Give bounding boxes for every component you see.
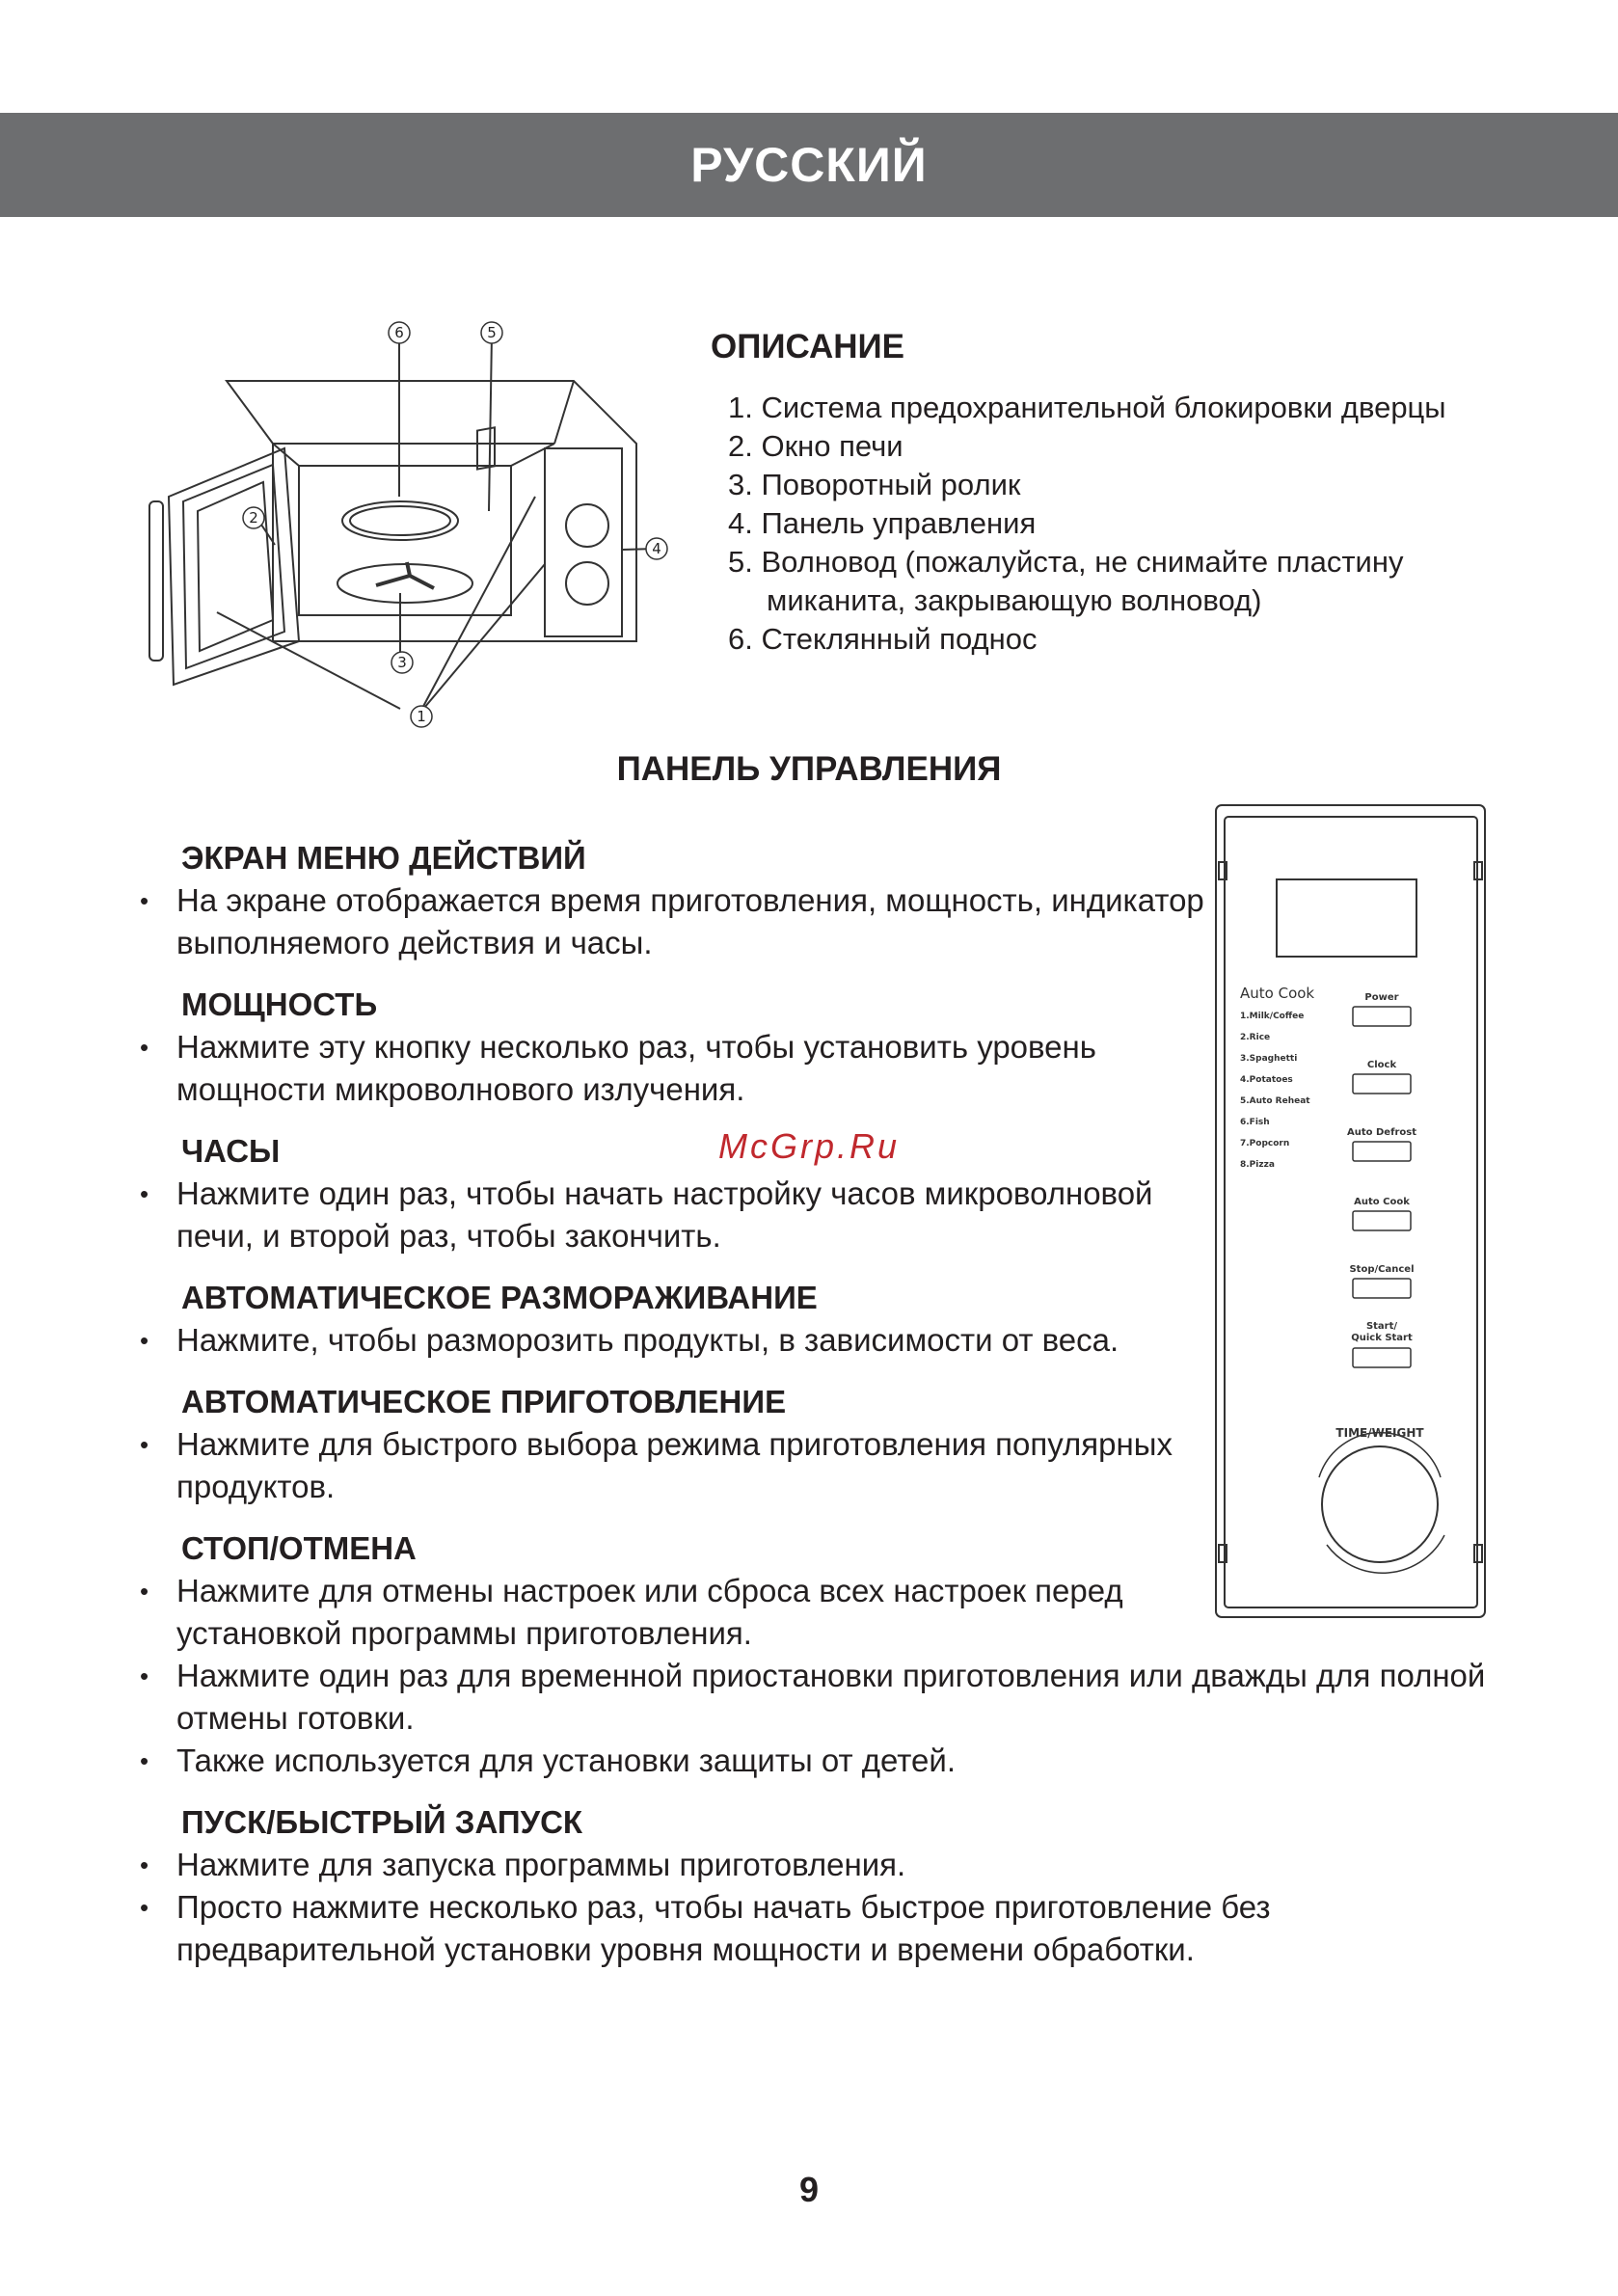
- bullet-icon: •: [140, 1179, 149, 1208]
- power-label: Power: [1364, 992, 1399, 1003]
- auto-cook-button: [1353, 1211, 1411, 1230]
- bullet-item: • Нажмите один раз для временной приостановки приготовления или дважды для полной отмены готовки.: [140, 1655, 1509, 1740]
- bullet-item: • Нажмите для быстрого выбора режима приготовления популярных продуктов.: [140, 1423, 1218, 1508]
- section-title: СТОП/ОТМЕНА: [181, 1530, 417, 1566]
- dial-lower: [566, 562, 608, 605]
- description-item: 2. Окно печи: [728, 429, 903, 463]
- callout-4-label: 4: [652, 540, 661, 557]
- section-title: ЭКРАН МЕНЮ ДЕЙСТВИЙ: [181, 840, 586, 876]
- language-banner: [0, 113, 1618, 217]
- time-weight-knob: [1322, 1446, 1438, 1562]
- bullet-item: • Нажмите один раз, чтобы начать настройку часов микроволновой печи, и второй раз, чтобы закончить.: [140, 1173, 1218, 1257]
- bullet-item: • Нажмите для запуска программы приготовления.: [140, 1844, 1509, 1886]
- menu-item: 6.Fish: [1240, 1118, 1270, 1127]
- display-screen: [1277, 879, 1416, 957]
- bullet-icon: •: [140, 1661, 149, 1690]
- auto-defrost-button: [1353, 1142, 1411, 1161]
- bullet-icon: •: [140, 886, 149, 915]
- section-title: ЧАСЫ: [181, 1133, 281, 1169]
- bullet-icon: •: [140, 1746, 149, 1775]
- bullet-icon: •: [140, 1577, 149, 1606]
- section-title: ПУСК/БЫСТРЫЙ ЗАПУСК: [181, 1804, 583, 1840]
- page-number: 9: [798, 2170, 820, 2209]
- menu-item: 2.Rice: [1240, 1033, 1271, 1042]
- bullet-item: • Нажмите эту кнопку несколько раз, чтобы установить уровень мощности микроволнового излучения.: [140, 1026, 1218, 1111]
- section-title: АВТОМАТИЧЕСКОЕ РАЗМОРАЖИВАНИЕ: [181, 1280, 818, 1315]
- bullet-item: • Просто нажмите несколько раз, чтобы начать быстрое приготовление без предварительной установки уровня мощности и времени обработки.: [140, 1886, 1509, 1971]
- menu-item: 1.Milk/Coffee: [1240, 1012, 1305, 1021]
- panel-outer: [1216, 805, 1485, 1617]
- start-button: [1353, 1348, 1411, 1367]
- callout-2-label: 2: [249, 509, 258, 527]
- description-item: 4. Панель управления: [728, 506, 1037, 540]
- microwave-diagram: [130, 313, 680, 738]
- callout-1-label: 1: [417, 708, 426, 725]
- clock-label: Clock: [1366, 1060, 1397, 1070]
- section-title: МОЩНОСТЬ: [181, 986, 378, 1022]
- description-item: 5. Волновод (пожалуйста, не снимайте пластину: [728, 545, 1404, 579]
- microwave-body: [227, 381, 636, 641]
- auto-cook-title: Auto Cook: [1240, 985, 1315, 1002]
- menu-item: 5.Auto Reheat: [1240, 1096, 1310, 1106]
- panel-inner: [1225, 817, 1477, 1607]
- bullet-item: • Нажмите, чтобы разморозить продукты, в зависимости от веса.: [140, 1319, 1218, 1362]
- panel-strip: [545, 448, 622, 636]
- stop-cancel-label: Stop/Cancel: [1349, 1264, 1415, 1275]
- door-handle: [149, 501, 163, 661]
- section-start: [140, 1801, 1509, 1971]
- clock-button: [1353, 1074, 1411, 1094]
- language-title: РУССКИЙ: [690, 138, 928, 192]
- bullet-icon: •: [140, 1033, 149, 1062]
- start-label: Start/: [1365, 1321, 1398, 1332]
- menu-item: 8.Pizza: [1240, 1160, 1275, 1170]
- bullet-icon: •: [140, 1326, 149, 1355]
- dial-upper: [566, 504, 608, 547]
- callout-3-label: 3: [397, 654, 407, 671]
- description-title: ОПИСАНИЕ: [711, 328, 904, 365]
- bullet-item: • Также используется для установки защиты от детей.: [140, 1740, 1509, 1782]
- description-list: [728, 389, 1446, 659]
- power-button: [1353, 1007, 1411, 1026]
- knob-label: TIME/WEIGHT: [1335, 1426, 1424, 1440]
- description-item: 1. Система предохранительной блокировки дверцы: [728, 391, 1446, 424]
- section-title: АВТОМАТИЧЕСКОЕ ПРИГОТОВЛЕНИЕ: [181, 1384, 787, 1419]
- callout-6-label: 6: [394, 324, 404, 341]
- description-item: 6. Стеклянный поднос: [728, 622, 1038, 656]
- bullet-item: • Нажмите для отмены настроек или сброса всех настроек перед установкой программы приготовления.: [140, 1570, 1218, 1655]
- menu-item: 7.Popcorn: [1240, 1139, 1290, 1148]
- menu-item: 3.Spaghetti: [1240, 1054, 1298, 1064]
- control-panel-illustration: [1213, 802, 1488, 1620]
- description-item: 3. Поворотный ролик: [728, 468, 1021, 501]
- roller-ring: [337, 564, 472, 603]
- bullet-icon: •: [140, 1430, 149, 1459]
- control-panel-title: ПАНЕЛЬ УПРАВЛЕНИЯ: [616, 750, 1002, 788]
- description-item-continuation: миканита, закрывающую волновод): [767, 583, 1262, 617]
- auto-cook-label: Auto Cook: [1354, 1197, 1410, 1207]
- bullet-icon: •: [140, 1893, 149, 1922]
- bullet-icon: •: [140, 1850, 149, 1879]
- stop-cancel-button: [1353, 1279, 1411, 1298]
- menu-item: 4.Potatoes: [1240, 1075, 1293, 1085]
- callout-5-label: 5: [487, 324, 497, 341]
- watermark: McGrp.Ru: [718, 1126, 901, 1166]
- auto-defrost-label: Auto Defrost: [1347, 1127, 1416, 1138]
- bullet-item: • На экране отображается время приготовления, мощность, индикатор выполняемого действия и часы.: [140, 879, 1218, 964]
- quick-start-label: Quick Start: [1351, 1333, 1413, 1343]
